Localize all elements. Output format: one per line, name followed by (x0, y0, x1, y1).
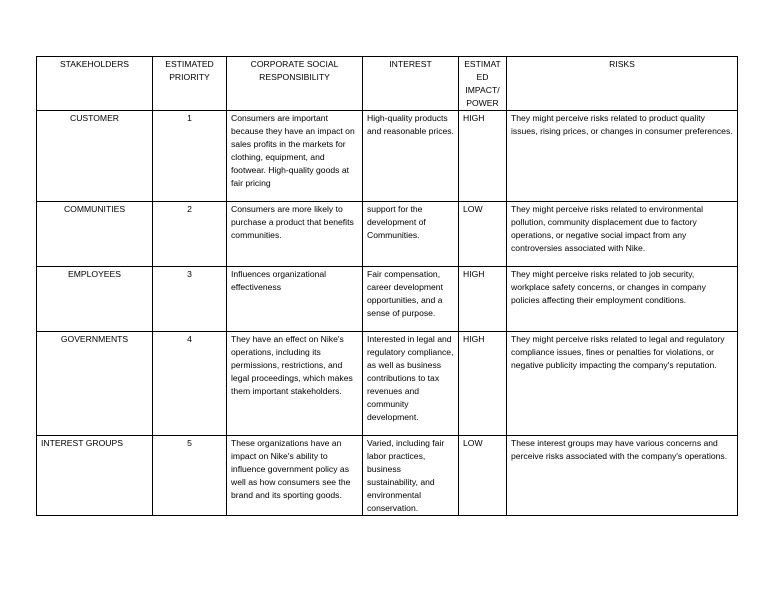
csr-cell: These organizations have an impact on Nike's ability to influence government policy as well as how consumers see the brand and its sporting goods. (227, 436, 363, 516)
stakeholder-table (36, 56, 738, 516)
header-row (37, 57, 738, 111)
header-risks: RISKS (507, 57, 738, 111)
header-stakeholders: STAKEHOLDERS (37, 57, 153, 111)
csr-cell: Consumers are important because they have an impact on sales profits in the markets for clothing, equipment, and footwear. High-quality goods at fair pricing (227, 111, 363, 202)
header-impact-line: POWER (466, 98, 499, 108)
header-impact (459, 57, 507, 111)
table-row (37, 111, 738, 202)
stakeholder-cell: CUSTOMER (37, 111, 153, 202)
risks-cell: They might perceive risks related to legal and regulatory compliance issues, fines or penalties for violations, or negative publicity impacting the company's reputation. (507, 332, 738, 436)
stakeholder-cell: INTEREST GROUPS (37, 436, 153, 516)
interest-cell: support for the development of Communities. (363, 202, 459, 267)
risks-cell: These interest groups may have various concerns and perceive risks associated with the company's operations. (507, 436, 738, 516)
impact-cell: HIGH (459, 267, 507, 332)
interest-cell: Fair compensation, career development opportunities, and a sense of purpose. (363, 267, 459, 332)
table-row (37, 202, 738, 267)
table-row (37, 332, 738, 436)
csr-cell: Consumers are more likely to purchase a product that benefits communities. (227, 202, 363, 267)
header-impact-line: ED (476, 72, 489, 82)
header-impact-line: IMPACT/ (465, 85, 500, 95)
risks-cell: They might perceive risks related to job security, workplace safety concerns, or changes in company policies affecting their employment conditions. (507, 267, 738, 332)
header-csr: CORPORATE SOCIAL RESPONSIBILITY (227, 57, 363, 111)
priority-cell: 2 (153, 202, 227, 267)
table-row (37, 267, 738, 332)
priority-cell: 5 (153, 436, 227, 516)
impact-cell: HIGH (459, 332, 507, 436)
header-priority: ESTIMATED PRIORITY (153, 57, 227, 111)
csr-cell: Influences organizational effectiveness (227, 267, 363, 332)
interest-cell: High-quality products and reasonable prices. (363, 111, 459, 202)
interest-cell: Interested in legal and regulatory compliance, as well as business contributions to tax revenues and community development. (363, 332, 459, 436)
stakeholder-cell: GOVERNMENTS (37, 332, 153, 436)
impact-cell: HIGH (459, 111, 507, 202)
header-interest: INTEREST (363, 57, 459, 111)
risks-cell: They might perceive risks related to product quality issues, rising prices, or changes in consumer preferences. (507, 111, 738, 202)
priority-cell: 3 (153, 267, 227, 332)
interest-cell: Varied, including fair labor practices, business sustainability, and environmental conservation. (363, 436, 459, 516)
stakeholder-cell: COMMUNITIES (37, 202, 153, 267)
stakeholder-cell: EMPLOYEES (37, 267, 153, 332)
table-row (37, 436, 738, 516)
impact-cell: LOW (459, 202, 507, 267)
header-impact-line: ESTIMAT (464, 59, 501, 69)
csr-cell: They have an effect on Nike's operations, including its permissions, restrictions, and legal proceedings, which makes them important stakeholders. (227, 332, 363, 436)
risks-cell: They might perceive risks related to environmental pollution, community displacement due to factory operations, or negative social impact from any controversies associated with Nike. (507, 202, 738, 267)
priority-cell: 1 (153, 111, 227, 202)
impact-cell: LOW (459, 436, 507, 516)
priority-cell: 4 (153, 332, 227, 436)
